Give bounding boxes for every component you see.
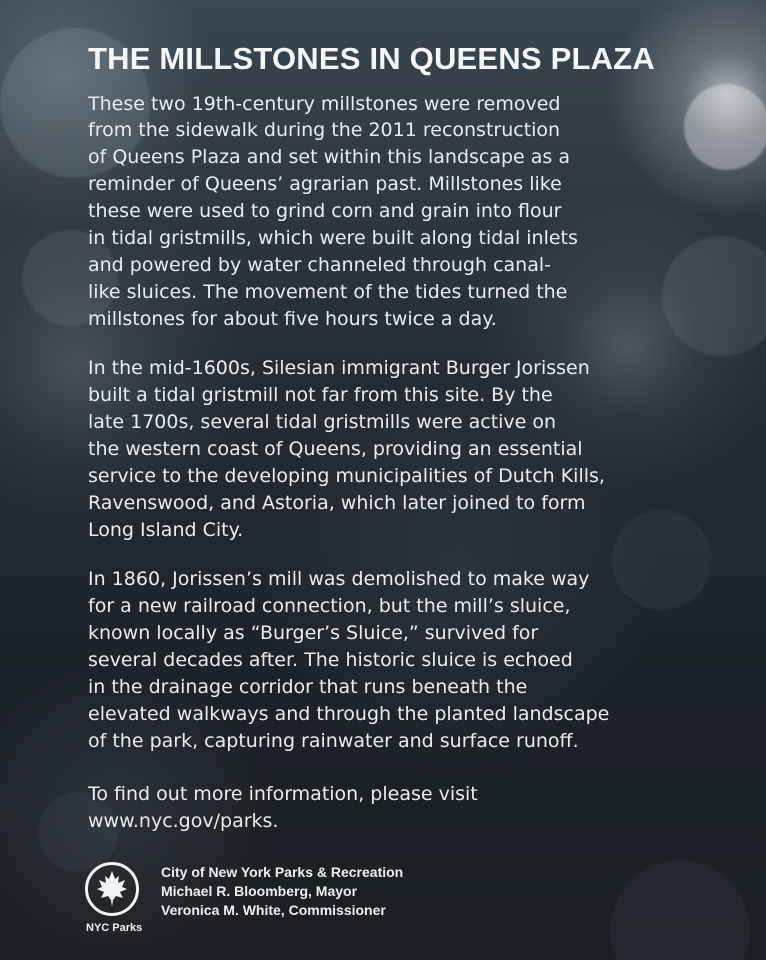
paragraph-4-line-2: www.nyc.gov/parks. <box>88 810 279 832</box>
paragraph-3-line-6: elevated walkways and through the planted landscape <box>88 703 610 725</box>
paragraph-2-line-7: Long Island City. <box>88 519 244 541</box>
paragraph-3-line-2: for a new railroad connection, but the mill’s sluice, <box>88 595 571 617</box>
paragraph-3-line-3: known locally as “Burger’s Sluice,” survived for <box>88 622 539 644</box>
paragraph-1-line-7: and powered by water channeled through canal- <box>88 254 551 276</box>
nyc-parks-logo <box>85 862 139 916</box>
paragraph-3-line-5: in the drainage corridor that runs beneath the <box>88 676 528 698</box>
paragraph-2-line-6: Ravenswood, and Astoria, which later joined to form <box>88 492 586 514</box>
background-bokeh <box>610 860 750 960</box>
paragraph-1-line-5: these were used to grind corn and grain into flour <box>88 200 562 222</box>
paragraph-3-line-1: In 1860, Jorissen’s mill was demolished to make way <box>88 568 590 590</box>
paragraph-2-line-3: late 1700s, several tidal gristmills were active on <box>88 411 557 433</box>
background-bokeh <box>662 236 766 356</box>
credit-line-2: Michael R. Bloomberg, Mayor <box>161 883 358 899</box>
paragraph-2-line-4: the western coast of Queens, providing an essential <box>88 438 583 460</box>
logo-label: NYC Parks <box>86 922 143 934</box>
maple-leaf-icon <box>88 865 136 913</box>
paragraph-2-line-1: In the mid-1600s, Silesian immigrant Burger Jorissen <box>88 357 590 379</box>
credit-line-1: City of New York Parks & Recreation <box>161 864 404 880</box>
paragraph-4-line-1: To find out more information, please visit <box>88 783 478 805</box>
paragraph-1-line-9: millstones for about five hours twice a day. <box>88 308 497 330</box>
paragraph-3-line-4: several decades after. The historic sluice is echoed <box>88 649 573 671</box>
background-bokeh <box>684 84 766 170</box>
paragraph-1-line-6: in tidal gristmills, which were built along tidal inlets <box>88 227 578 249</box>
paragraph-2-line-2: built a tidal gristmill not far from this site. By the <box>88 384 553 406</box>
paragraph-1-line-4: reminder of Queens’ agrarian past. Millstones like <box>88 173 562 195</box>
paragraph-1-line-3: of Queens Plaza and set within this landscape as a <box>88 146 571 168</box>
paragraph-2-line-5: service to the developing municipalities of Dutch Kills, <box>88 465 605 487</box>
background-bokeh <box>612 510 712 610</box>
sign-title: THE MILLSTONES IN QUEENS PLAZA <box>88 41 655 76</box>
credit-line-3: Veronica M. White, Commissioner <box>161 902 386 918</box>
paragraph-1-line-8: like sluices. The movement of the tides turned the <box>88 281 568 303</box>
paragraph-3-line-7: of the park, capturing rainwater and surface runoff. <box>88 730 579 752</box>
paragraph-1-line-2: from the sidewalk during the 2011 reconstruction <box>88 119 561 141</box>
paragraph-1-line-1: These two 19th-century millstones were removed <box>88 93 561 115</box>
